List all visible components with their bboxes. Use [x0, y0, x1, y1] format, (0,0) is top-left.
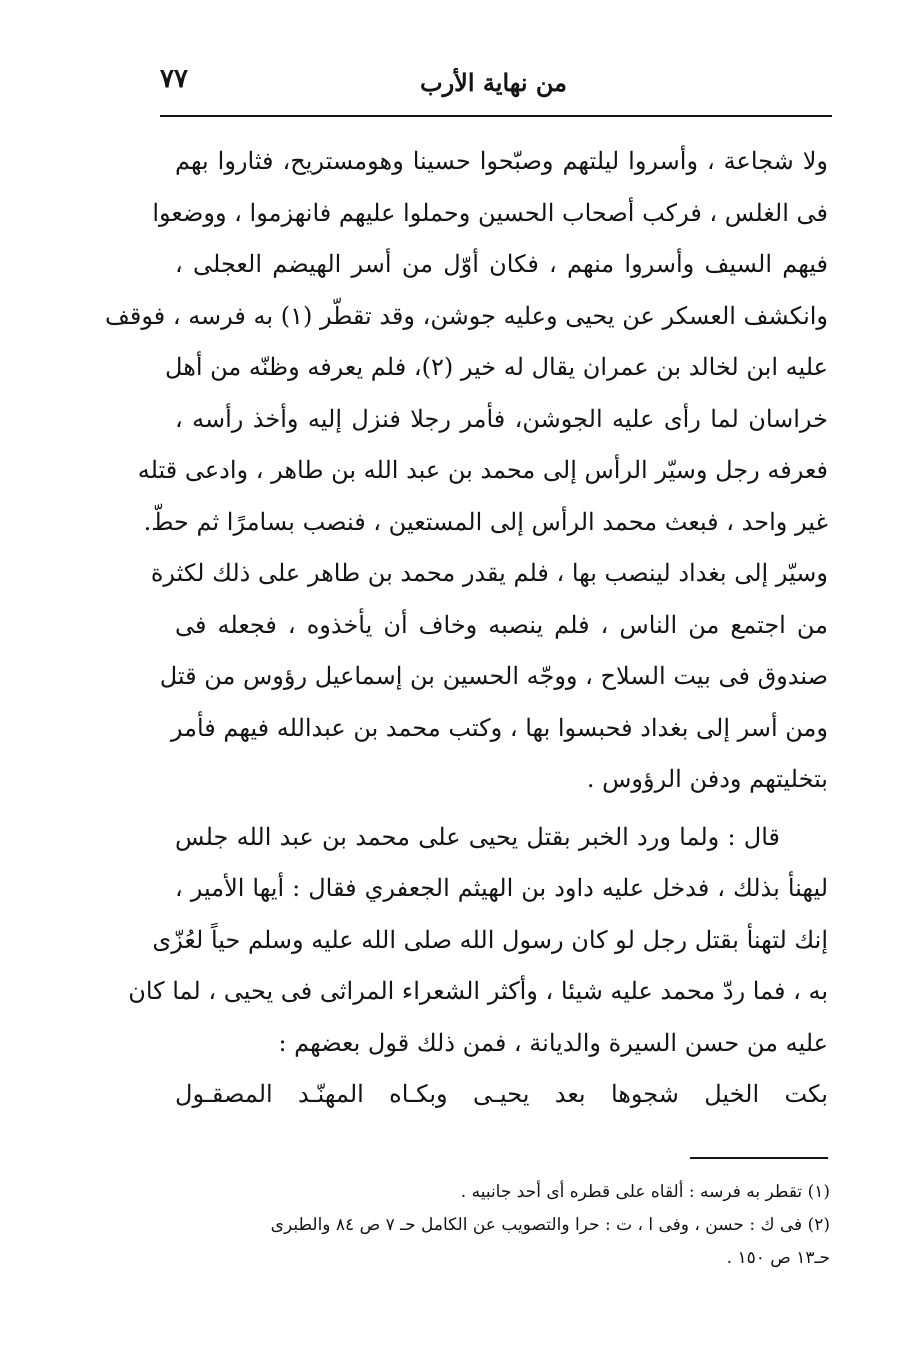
text-line: غير واحد ، فبعث محمد الرأس إلى المستعين ، فنصب بسامرًا ثم حطّ. — [143, 507, 828, 536]
text-line: ولا شجاعة ، وأسروا ليلتهم وصبّحوا حسينا وهومستريح، فثاروا بهم — [175, 147, 828, 175]
text-line: فيهم السيف وأسروا منهم ، فكان أوّل من أسر الهيضم العجلى ، — [175, 250, 828, 278]
text-line: بتخليتهم ودفن الرؤوس . — [586, 765, 828, 793]
footnote-rule — [690, 1157, 828, 1159]
verse-line: بكت الخيل شجوها بعد يحيـى وبكـاه المهنّـد المصقـول — [175, 1080, 828, 1108]
page-number: ٧٧ — [160, 64, 188, 94]
text-line: وسيّر إلى بغداد لينصب بها ، فلم يقدر محمد بن طاهر على ذلك لكثرة — [150, 559, 828, 587]
text-line: ومن أسر إلى بغداد فحبسوا بها ، وكتب محمد بن عبدالله فيهم فأمر — [170, 713, 828, 742]
text-line: عليه من حسن السيرة والديانة ، فمن ذلك قول بعضهم : — [278, 1028, 828, 1057]
text-line: فعرفه رجل وسيّر الرأس إلى محمد بن عبد الله بن طاهر ، وادعى قتله — [137, 456, 828, 484]
text-line: عليه ابن لخالد بن عمران يقال له خير (٢)، فلم يعرفه وظنّه من أهل — [165, 353, 828, 381]
text-line: إنك لتهنأ بقتل رجل لو كان رسول الله صلى الله عليه وسلم حياً لعُزّى — [152, 925, 828, 954]
text-line: به ، فما ردّ محمد عليه شيئا ، وأكثر الشعراء المراثى فى يحيى ، لما كان — [128, 977, 828, 1005]
footnote-1: (١) تقطر به فرسه : ألقاه على قطره أى أحد جانبيه . — [460, 1182, 830, 1202]
footnotes — [170, 1176, 830, 1275]
text-line: ليهنأ بذلك ، فدخل عليه داود بن الهيثم الجعفري فقال : أيها الأمير ، — [175, 874, 828, 902]
footnote-2-continued: حـ١٣ ص ١٥٠ . — [726, 1248, 830, 1268]
text-line: قال : ولما ورد الخبر بقتل يحيى على محمد بن عبد الله جلس — [175, 822, 780, 851]
text-line: وانكشف العسكر عن يحيى وعليه جوشن، وقد تقطّر (١) به فرسه ، فوقف — [105, 301, 828, 330]
text-line: من اجتمع من الناس ، فلم ينصبه وخاف أن يأخذوه ، فجعله فى — [175, 610, 828, 639]
text-line: فى الغلس ، فركب أصحاب الحسين وحملوا عليهم فانهزموا ، ووضعوا — [152, 198, 828, 227]
footnote-2: (٢) فى ك : حسن ، وفى ا ، ت : حرا والتصويب عن الكامل حـ ٧ ص ٨٤ والطبرى — [270, 1215, 830, 1235]
main-text — [105, 136, 828, 1121]
page-header — [160, 62, 832, 104]
header-rule — [160, 115, 832, 117]
text-line: خراسان لما رأى عليه الجوشن، فأمر رجلا فنزل إليه وأخذ رأسه ، — [175, 404, 828, 433]
running-title: من نهاية الأرب — [420, 68, 567, 97]
text-line: صندوق فى بيت السلاح ، ووجّه الحسين بن إسماعيل رؤوس من قتل — [159, 662, 828, 690]
